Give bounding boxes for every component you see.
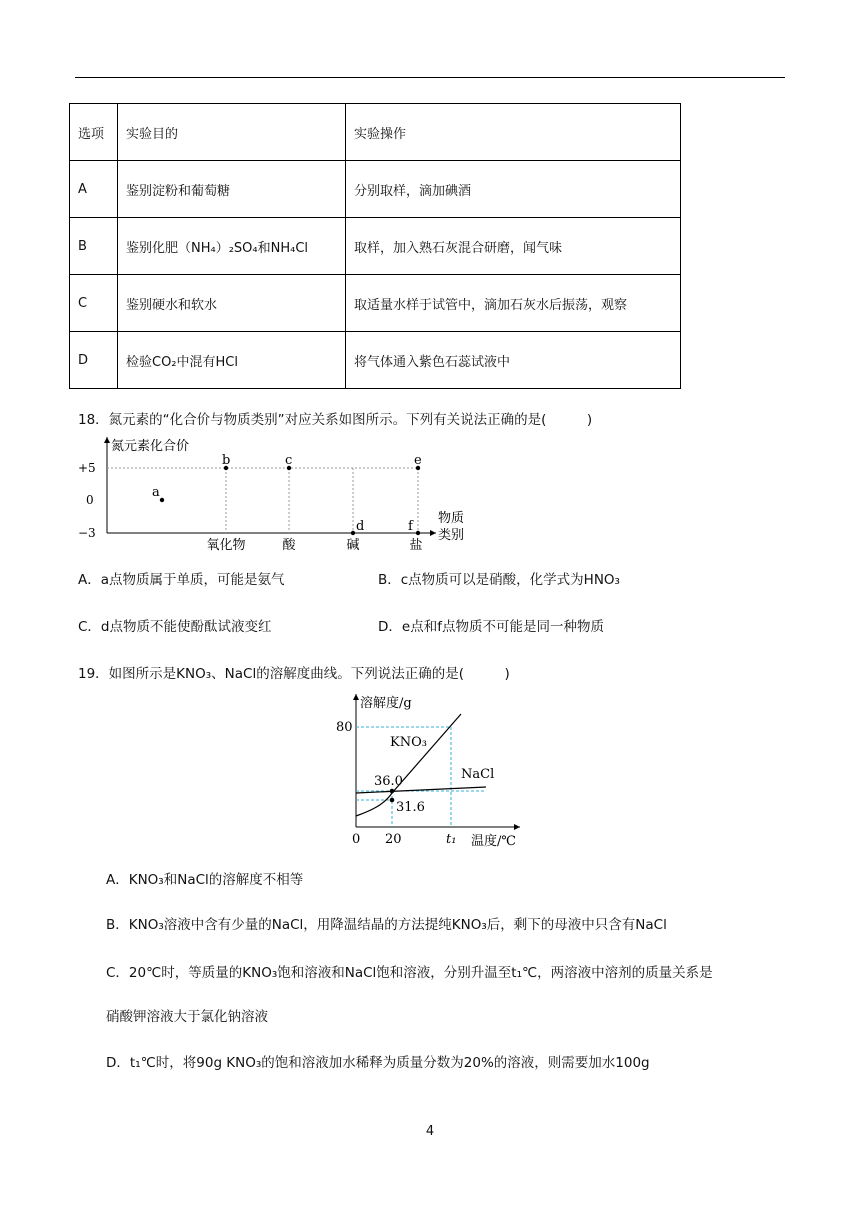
row-operation: 分别取样，滴加碘酒 xyxy=(346,161,681,218)
q18-ytick: 0 xyxy=(86,493,94,507)
q18-category: 酸 xyxy=(282,538,296,553)
q18-point-label: d xyxy=(356,519,365,534)
row-purpose: 鉴别化肥（NH₄）₂SO₄和NH₄Cl xyxy=(118,218,346,275)
table-row xyxy=(70,275,681,332)
table-row xyxy=(70,218,681,275)
q18-category: 氧化物 xyxy=(206,538,246,553)
q19-label-80: 80 xyxy=(336,720,353,735)
q19-option-c-line1: C．20℃时，等质量的KNO₃饱和溶液和NaCl饱和溶液，分别升温至t₁℃，两溶液中溶剂的质量关系是 xyxy=(106,965,713,981)
q19-series-kno3: KNO₃ xyxy=(390,735,427,750)
q18-point-d xyxy=(351,531,355,535)
row-option: B xyxy=(70,218,118,275)
q18-valence-chart xyxy=(70,433,470,553)
table-row xyxy=(70,161,681,218)
q19-solubility-chart xyxy=(334,690,534,850)
q18-ytick: −3 xyxy=(78,526,96,540)
q18-stem: 18．氮元素的“化合价与物质类别”对应关系如图所示。下列有关说法正确的是( ) xyxy=(78,412,593,428)
q18-point-label: c xyxy=(285,453,293,468)
q19-option-c-line2: 硝酸钾溶液大于氯化钠溶液 xyxy=(106,1009,268,1025)
header-option: 选项 xyxy=(70,104,118,161)
page-number: 4 xyxy=(425,1124,435,1139)
header-operation: 实验操作 xyxy=(346,104,681,161)
q19-point-31-6 xyxy=(390,798,395,803)
q19-option-a: A．KNO₃和NaCl的溶解度不相等 xyxy=(106,872,304,888)
q19-label-x0: 0 xyxy=(352,832,361,847)
q19-label-x20: 20 xyxy=(385,832,402,847)
row-operation: 将气体通入紫色石蕊试液中 xyxy=(346,332,681,389)
q19-label-31: 31.6 xyxy=(396,800,425,815)
q18-point-label: f xyxy=(408,519,413,534)
table-row xyxy=(70,332,681,389)
row-operation: 取样，加入熟石灰混合研磨，闻气味 xyxy=(346,218,681,275)
q18-xlabel: 物质 xyxy=(438,511,465,526)
header-rule xyxy=(75,77,785,78)
row-purpose: 鉴别淀粉和葡萄糖 xyxy=(118,161,346,218)
q18-category: 盐 xyxy=(409,538,423,553)
q19-label-36: 36.0 xyxy=(374,774,403,789)
q18-option-c: C．d点物质不能使酚酞试液变红 xyxy=(78,619,272,635)
q18-ytick: +5 xyxy=(78,461,96,475)
q18-ylabel: 氮元素化合价 xyxy=(111,439,190,454)
q18-point-label: a xyxy=(152,485,160,500)
q18-point-label: b xyxy=(222,453,231,468)
q19-option-d: D．t₁℃时，将90g KNO₃的饱和溶液加水稀释为质量分数为20%的溶液，则需要加水100g xyxy=(106,1055,650,1071)
q18-point-a xyxy=(160,498,164,502)
q19-option-b: B．KNO₃溶液中含有少量的NaCl，用降温结晶的方法提纯KNO₃后，剩下的母液中只含有NaCl xyxy=(106,917,667,933)
experiment-table xyxy=(69,103,681,389)
q19-label-t1: t₁ xyxy=(446,832,457,847)
row-option: D xyxy=(70,332,118,389)
header-purpose: 实验目的 xyxy=(118,104,346,161)
row-operation: 取适量水样于试管中，滴加石灰水后振荡，观察 xyxy=(346,275,681,332)
q18-point-label: e xyxy=(414,453,422,468)
q19-xlabel: 温度/℃ xyxy=(471,834,516,849)
q19-intersection-point xyxy=(390,789,395,794)
q18-option-d: D．e点和f点物质不可能是同一种物质 xyxy=(378,619,604,635)
row-option: C xyxy=(70,275,118,332)
q18-option-b: B．c点物质可以是硝酸，化学式为HNO₃ xyxy=(378,572,620,588)
q19-series-nacl: NaCl xyxy=(461,767,495,782)
q19-stem: 19．如图所示是KNO₃、NaCl的溶解度曲线。下列说法正确的是( ) xyxy=(78,666,510,682)
row-purpose: 检验CO₂中混有HCl xyxy=(118,332,346,389)
q18-xlabel: 类别 xyxy=(438,528,465,543)
q18-category: 碱 xyxy=(346,538,360,553)
q18-option-a: A．a点物质属于单质，可能是氨气 xyxy=(78,572,285,588)
row-purpose: 鉴别硬水和软水 xyxy=(118,275,346,332)
q19-ylabel: 溶解度/g xyxy=(360,696,412,711)
row-option: A xyxy=(70,161,118,218)
q18-point-f xyxy=(416,531,420,535)
table-header-row xyxy=(70,104,681,161)
